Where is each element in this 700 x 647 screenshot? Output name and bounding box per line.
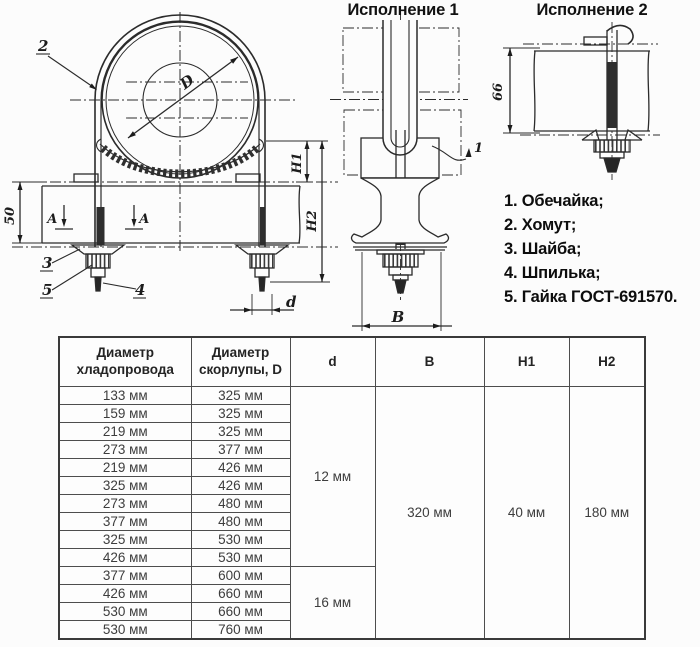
parts-list-item: 2. Хомут; <box>504 216 577 234</box>
cell-pipe: 325 мм <box>59 477 191 495</box>
cell-b: 320 мм <box>375 387 484 640</box>
cell-shell: 325 мм <box>191 405 290 423</box>
parts-list-item: 1. Обечайка; <box>504 192 604 210</box>
cell-shell: 530 мм <box>191 549 290 567</box>
table-header-row <box>59 337 645 387</box>
cell-d-group-12: 12 мм <box>290 387 375 567</box>
label-section-a-right: А <box>139 212 150 227</box>
cell-shell: 426 мм <box>191 459 290 477</box>
label-section-a-left: А <box>47 212 58 227</box>
cell-pipe: 159 мм <box>59 405 191 423</box>
cell-pipe: 377 мм <box>59 567 191 585</box>
label-dim-66: 66 <box>491 82 506 102</box>
parts-list-item: 3. Шайба; <box>504 240 582 258</box>
cell-pipe: 273 мм <box>59 495 191 513</box>
view1-title: Исполнение 1 <box>347 1 459 19</box>
label-part-3: 3 <box>42 254 53 272</box>
col-header-pipe-diameter: Диаметр хладопровода <box>59 337 191 387</box>
cell-shell: 325 мм <box>191 423 290 441</box>
cell-d-group-16: 16 мм <box>290 567 375 640</box>
label-diameter-D: D <box>176 70 198 94</box>
label-dim-h2: Н2 <box>305 210 320 232</box>
cell-pipe: 530 мм <box>59 603 191 621</box>
cell-shell: 480 мм <box>191 495 290 513</box>
view-ispolnenie-1 <box>330 12 472 331</box>
col-header-h1: H1 <box>484 337 569 387</box>
label-dim-50: 50 <box>3 206 18 226</box>
rail-profile <box>352 178 449 250</box>
label-dim-b: В <box>391 308 405 326</box>
view2-title: Исполнение 2 <box>536 1 648 19</box>
cell-pipe: 426 мм <box>59 549 191 567</box>
strap-profile <box>383 20 417 155</box>
cell-shell: 377 мм <box>191 441 290 459</box>
cell-pipe: 219 мм <box>59 459 191 477</box>
cell-shell: 760 мм <box>191 621 290 640</box>
label-part-1: 1 <box>474 141 484 156</box>
label-dim-h1: Н1 <box>290 152 305 174</box>
cell-shell: 660 мм <box>191 603 290 621</box>
spec-table <box>58 336 646 640</box>
cell-shell: 530 мм <box>191 531 290 549</box>
beam <box>12 174 338 247</box>
cell-h1: 40 мм <box>484 387 569 640</box>
col-header-shell-diameter: Диаметр скорлупы, D <box>191 337 290 387</box>
label-part-4: 4 <box>135 281 146 299</box>
col-header-h2: H2 <box>569 337 645 387</box>
table-row <box>59 387 645 405</box>
cell-pipe: 273 мм <box>59 441 191 459</box>
label-part-2: 2 <box>38 37 49 55</box>
view1-washer-nut <box>377 250 424 293</box>
col-header-d: d <box>290 337 375 387</box>
dimension-d <box>230 294 294 315</box>
cell-pipe: 219 мм <box>59 423 191 441</box>
view2-bolt <box>584 25 633 140</box>
parts-list <box>504 189 699 309</box>
cell-pipe: 325 мм <box>59 531 191 549</box>
cell-pipe: 530 мм <box>59 621 191 640</box>
cell-shell: 660 мм <box>191 585 290 603</box>
parts-list-item: 4. Шпилька; <box>504 264 601 282</box>
cell-pipe: 426 мм <box>59 585 191 603</box>
view-ispolnenie-2 <box>503 22 660 180</box>
cell-pipe: 133 мм <box>59 387 191 405</box>
cell-h2: 180 мм <box>569 387 645 640</box>
cell-shell: 426 мм <box>191 477 290 495</box>
cell-shell: 600 мм <box>191 567 290 585</box>
dimension-D <box>128 57 238 138</box>
part-leaders <box>36 54 146 298</box>
right-washer-nut <box>236 245 288 291</box>
label-dim-d: d <box>286 293 297 311</box>
left-washer-nut <box>72 245 124 291</box>
cell-pipe: 377 мм <box>59 513 191 531</box>
label-part-5: 5 <box>42 281 53 299</box>
parts-list-item: 5. Гайка ГОСТ-691570. <box>504 288 678 306</box>
cell-shell: 325 мм <box>191 387 290 405</box>
col-header-b: B <box>375 337 484 387</box>
cell-shell: 480 мм <box>191 513 290 531</box>
